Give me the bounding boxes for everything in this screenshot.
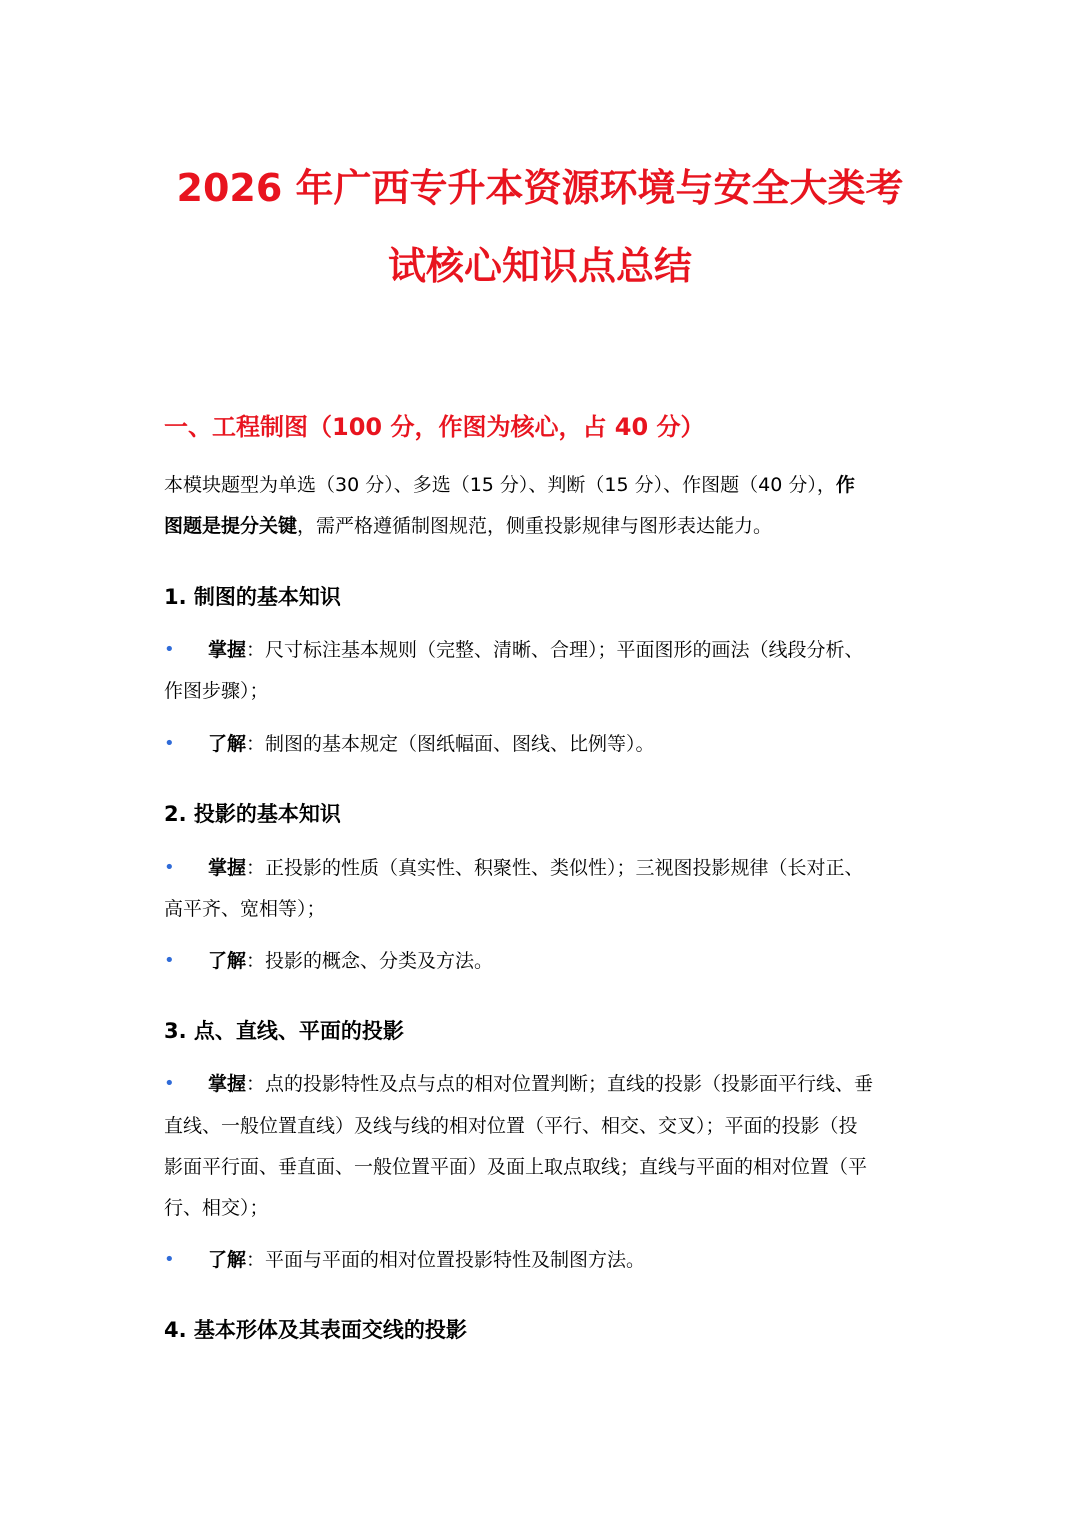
document-title-line-2: 试核心知识点总结 bbox=[387, 244, 692, 288]
master-label: 掌握 bbox=[208, 639, 247, 661]
master-line-1 bbox=[208, 1071, 873, 1097]
master-line-3: 影面平行面、垂直面、一般位置平面）及面上取点取线；直线与平面的相对位置（平 bbox=[164, 1156, 868, 1178]
know-line bbox=[208, 1247, 645, 1273]
know-label: 了解 bbox=[208, 950, 247, 972]
bullet-icon: • bbox=[164, 857, 175, 878]
document-title-line-1: 2026 年广西专升本资源环境与安全大类考 bbox=[176, 166, 904, 210]
bullet-icon: • bbox=[164, 639, 175, 660]
know-line bbox=[208, 948, 493, 974]
master-line-2: 高平齐、宽相等）； bbox=[164, 898, 326, 920]
master-text: ：点的投影特性及点与点的相对位置判断；直线的投影（投影面平行线、垂 bbox=[246, 1073, 874, 1095]
know-text: ：平面与平面的相对位置投影特性及制图方法。 bbox=[246, 1249, 646, 1271]
know-text: ：投影的概念、分类及方法。 bbox=[246, 950, 494, 972]
intro-emphasis: 图题是提分关键 bbox=[164, 515, 298, 537]
know-text: ：制图的基本规定（图纸幅面、图线、比例等）。 bbox=[246, 733, 655, 755]
master-line-2: 作图步骤）； bbox=[164, 680, 269, 702]
intro-emphasis: 作 bbox=[835, 474, 855, 496]
intro-paragraph-line-1 bbox=[164, 472, 855, 498]
intro-text: 本模块题型为单选（30 分）、多选（15 分）、判断（15 分）、作图题（40 分）， bbox=[164, 474, 836, 496]
item-heading-drawing-basics: 1. 制图的基本知识 bbox=[164, 585, 341, 609]
know-label: 了解 bbox=[208, 1249, 247, 1271]
know-line bbox=[208, 731, 655, 757]
item-heading-projection-basics: 2. 投影的基本知识 bbox=[164, 802, 341, 826]
intro-text: ，需严格遵循制图规范，侧重投影规律与图形表达能力。 bbox=[297, 515, 773, 537]
item-heading-basic-solids: 4. 基本形体及其表面交线的投影 bbox=[164, 1318, 467, 1342]
master-line-1 bbox=[208, 855, 864, 881]
section-heading-engineering-drawing: 一、工程制图（100 分，作图为核心，占 40 分） bbox=[164, 413, 705, 441]
master-line-2: 直线、一般位置直线）及线与线的相对位置（平行、相交、交叉）；平面的投影（投 bbox=[164, 1115, 858, 1137]
bullet-icon: • bbox=[164, 950, 175, 971]
master-line-4: 行、相交）； bbox=[164, 1197, 269, 1219]
know-label: 了解 bbox=[208, 733, 247, 755]
bullet-icon: • bbox=[164, 1249, 175, 1270]
item-heading-point-line-plane: 3. 点、直线、平面的投影 bbox=[164, 1019, 404, 1043]
master-label: 掌握 bbox=[208, 1073, 247, 1095]
master-label: 掌握 bbox=[208, 857, 247, 879]
intro-paragraph-line-2 bbox=[164, 513, 772, 539]
bullet-icon: • bbox=[164, 1073, 175, 1094]
master-text: ：正投影的性质（真实性、积聚性、类似性）；三视图投影规律（长对正、 bbox=[246, 857, 864, 879]
master-line-1 bbox=[208, 637, 864, 663]
bullet-icon: • bbox=[164, 733, 175, 754]
master-text: ：尺寸标注基本规则（完整、清晰、合理）；平面图形的画法（线段分析、 bbox=[246, 639, 864, 661]
